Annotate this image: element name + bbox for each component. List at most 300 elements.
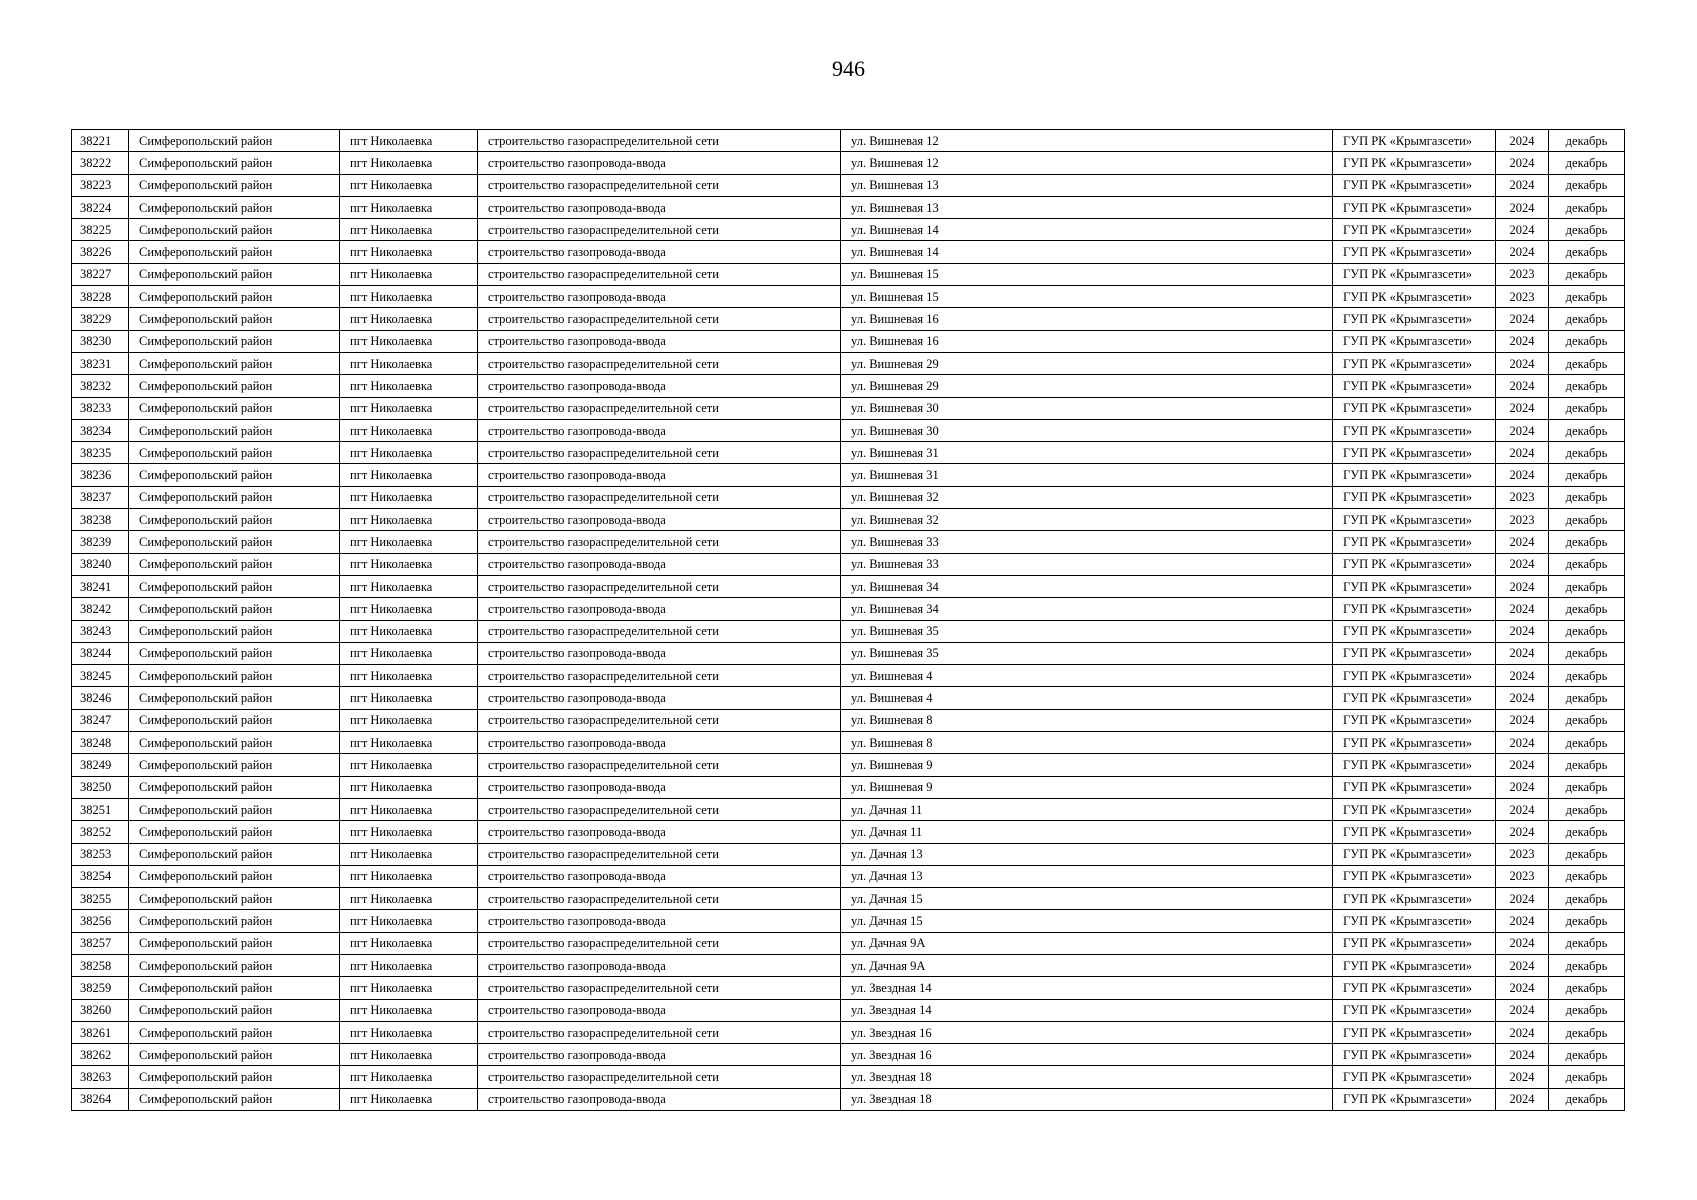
- cell-month: декабрь: [1549, 419, 1625, 441]
- cell-record-number: 38247: [72, 709, 129, 731]
- cell-month: декабрь: [1549, 553, 1625, 575]
- cell-locality: пгт Николаевка: [340, 776, 478, 798]
- cell-locality: пгт Николаевка: [340, 932, 478, 954]
- cell-record-number: 38231: [72, 352, 129, 374]
- cell-work-type: строительство газораспределительной сети: [478, 575, 841, 597]
- cell-record-number: 38234: [72, 419, 129, 441]
- cell-month: декабрь: [1549, 798, 1625, 820]
- cell-year: 2024: [1496, 196, 1549, 218]
- cell-address: ул. Вишневая 30: [841, 419, 1333, 441]
- cell-work-type: строительство газораспределительной сети: [478, 486, 841, 508]
- cell-record-number: 38240: [72, 553, 129, 575]
- cell-month: декабрь: [1549, 732, 1625, 754]
- cell-record-number: 38241: [72, 575, 129, 597]
- cell-month: декабрь: [1549, 286, 1625, 308]
- cell-year: 2023: [1496, 843, 1549, 865]
- cell-organization: ГУП РК «Крымгазсети»: [1333, 130, 1496, 152]
- table-row: [72, 888, 1625, 910]
- cell-organization: ГУП РК «Крымгазсети»: [1333, 620, 1496, 642]
- cell-year: 2024: [1496, 709, 1549, 731]
- cell-organization: ГУП РК «Крымгазсети»: [1333, 152, 1496, 174]
- table-row: [72, 732, 1625, 754]
- table-row: [72, 776, 1625, 798]
- cell-organization: ГУП РК «Крымгазсети»: [1333, 999, 1496, 1021]
- cell-year: 2024: [1496, 999, 1549, 1021]
- cell-record-number: 38229: [72, 308, 129, 330]
- cell-year: 2024: [1496, 1021, 1549, 1043]
- cell-work-type: строительство газопровода-ввода: [478, 999, 841, 1021]
- cell-work-type: строительство газопровода-ввода: [478, 286, 841, 308]
- cell-locality: пгт Николаевка: [340, 709, 478, 731]
- cell-year: 2024: [1496, 397, 1549, 419]
- cell-work-type: строительство газораспределительной сети: [478, 888, 841, 910]
- cell-locality: пгт Николаевка: [340, 1088, 478, 1110]
- cell-year: 2023: [1496, 509, 1549, 531]
- cell-organization: ГУП РК «Крымгазсети»: [1333, 776, 1496, 798]
- cell-address: ул. Вишневая 33: [841, 553, 1333, 575]
- cell-district: Симферопольский район: [129, 732, 340, 754]
- cell-address: ул. Вишневая 9: [841, 776, 1333, 798]
- cell-address: ул. Вишневая 31: [841, 442, 1333, 464]
- table-row: [72, 397, 1625, 419]
- cell-work-type: строительство газораспределительной сети: [478, 531, 841, 553]
- cell-locality: пгт Николаевка: [340, 263, 478, 285]
- cell-address: ул. Звездная 16: [841, 1021, 1333, 1043]
- cell-locality: пгт Николаевка: [340, 687, 478, 709]
- table-row: [72, 910, 1625, 932]
- table-row: [72, 509, 1625, 531]
- cell-month: декабрь: [1549, 932, 1625, 954]
- table-row: [72, 486, 1625, 508]
- cell-organization: ГУП РК «Крымгазсети»: [1333, 219, 1496, 241]
- cell-record-number: 38257: [72, 932, 129, 954]
- cell-record-number: 38250: [72, 776, 129, 798]
- cell-work-type: строительство газопровода-ввода: [478, 241, 841, 263]
- cell-address: ул. Вишневая 12: [841, 152, 1333, 174]
- registry-table: [71, 129, 1625, 1111]
- cell-year: 2024: [1496, 754, 1549, 776]
- cell-locality: пгт Николаевка: [340, 397, 478, 419]
- cell-month: декабрь: [1549, 865, 1625, 887]
- cell-work-type: строительство газораспределительной сети: [478, 1021, 841, 1043]
- cell-address: ул. Вишневая 34: [841, 575, 1333, 597]
- cell-month: декабрь: [1549, 442, 1625, 464]
- cell-locality: пгт Николаевка: [340, 286, 478, 308]
- cell-address: ул. Вишневая 8: [841, 709, 1333, 731]
- cell-record-number: 38245: [72, 665, 129, 687]
- cell-year: 2024: [1496, 888, 1549, 910]
- cell-work-type: строительство газопровода-ввода: [478, 865, 841, 887]
- cell-month: декабрь: [1549, 1088, 1625, 1110]
- cell-work-type: строительство газопровода-ввода: [478, 821, 841, 843]
- cell-year: 2024: [1496, 910, 1549, 932]
- cell-district: Симферопольский район: [129, 509, 340, 531]
- cell-month: декабрь: [1549, 910, 1625, 932]
- cell-record-number: 38253: [72, 843, 129, 865]
- cell-month: декабрь: [1549, 575, 1625, 597]
- cell-record-number: 38252: [72, 821, 129, 843]
- cell-address: ул. Вишневая 16: [841, 308, 1333, 330]
- cell-month: декабрь: [1549, 954, 1625, 976]
- cell-locality: пгт Николаевка: [340, 598, 478, 620]
- cell-locality: пгт Николаевка: [340, 910, 478, 932]
- cell-work-type: строительство газораспределительной сети: [478, 442, 841, 464]
- cell-locality: пгт Николаевка: [340, 219, 478, 241]
- cell-year: 2023: [1496, 865, 1549, 887]
- cell-organization: ГУП РК «Крымгазсети»: [1333, 330, 1496, 352]
- cell-organization: ГУП РК «Крымгазсети»: [1333, 464, 1496, 486]
- cell-year: 2024: [1496, 732, 1549, 754]
- cell-locality: пгт Николаевка: [340, 442, 478, 464]
- cell-year: 2024: [1496, 375, 1549, 397]
- cell-month: декабрь: [1549, 241, 1625, 263]
- cell-work-type: строительство газораспределительной сети: [478, 263, 841, 285]
- cell-record-number: 38227: [72, 263, 129, 285]
- cell-year: 2024: [1496, 598, 1549, 620]
- cell-work-type: строительство газопровода-ввода: [478, 910, 841, 932]
- cell-organization: ГУП РК «Крымгазсети»: [1333, 642, 1496, 664]
- cell-organization: ГУП РК «Крымгазсети»: [1333, 977, 1496, 999]
- cell-organization: ГУП РК «Крымгазсети»: [1333, 375, 1496, 397]
- cell-district: Симферопольский район: [129, 687, 340, 709]
- cell-organization: ГУП РК «Крымгазсети»: [1333, 1066, 1496, 1088]
- cell-work-type: строительство газораспределительной сети: [478, 754, 841, 776]
- cell-organization: ГУП РК «Крымгазсети»: [1333, 732, 1496, 754]
- cell-district: Симферопольский район: [129, 352, 340, 374]
- table-row: [72, 1066, 1625, 1088]
- cell-work-type: строительство газопровода-ввода: [478, 419, 841, 441]
- cell-month: декабрь: [1549, 486, 1625, 508]
- cell-organization: ГУП РК «Крымгазсети»: [1333, 1021, 1496, 1043]
- cell-organization: ГУП РК «Крымгазсети»: [1333, 553, 1496, 575]
- cell-address: ул. Вишневая 29: [841, 352, 1333, 374]
- cell-address: ул. Дачная 11: [841, 798, 1333, 820]
- cell-record-number: 38243: [72, 620, 129, 642]
- cell-work-type: строительство газопровода-ввода: [478, 152, 841, 174]
- cell-record-number: 38264: [72, 1088, 129, 1110]
- cell-record-number: 38223: [72, 174, 129, 196]
- cell-year: 2024: [1496, 174, 1549, 196]
- table-row: [72, 575, 1625, 597]
- cell-year: 2024: [1496, 241, 1549, 263]
- cell-record-number: 38233: [72, 397, 129, 419]
- cell-district: Симферопольский район: [129, 709, 340, 731]
- cell-work-type: строительство газопровода-ввода: [478, 732, 841, 754]
- cell-address: ул. Вишневая 9: [841, 754, 1333, 776]
- cell-work-type: строительство газопровода-ввода: [478, 553, 841, 575]
- cell-year: 2024: [1496, 932, 1549, 954]
- cell-district: Симферопольский район: [129, 865, 340, 887]
- cell-district: Симферопольский район: [129, 620, 340, 642]
- cell-address: ул. Вишневая 13: [841, 174, 1333, 196]
- cell-year: 2024: [1496, 1044, 1549, 1066]
- cell-address: ул. Вишневая 14: [841, 219, 1333, 241]
- cell-district: Симферопольский район: [129, 442, 340, 464]
- cell-month: декабрь: [1549, 308, 1625, 330]
- cell-month: декабрь: [1549, 620, 1625, 642]
- table-row: [72, 219, 1625, 241]
- cell-address: ул. Вишневая 35: [841, 620, 1333, 642]
- cell-locality: пгт Николаевка: [340, 865, 478, 887]
- cell-address: ул. Дачная 15: [841, 888, 1333, 910]
- cell-organization: ГУП РК «Крымгазсети»: [1333, 486, 1496, 508]
- cell-address: ул. Вишневая 35: [841, 642, 1333, 664]
- cell-organization: ГУП РК «Крымгазсети»: [1333, 575, 1496, 597]
- cell-year: 2024: [1496, 798, 1549, 820]
- cell-address: ул. Вишневая 29: [841, 375, 1333, 397]
- cell-locality: пгт Николаевка: [340, 196, 478, 218]
- table-row: [72, 531, 1625, 553]
- cell-month: декабрь: [1549, 531, 1625, 553]
- cell-locality: пгт Николаевка: [340, 419, 478, 441]
- cell-year: 2023: [1496, 286, 1549, 308]
- cell-locality: пгт Николаевка: [340, 798, 478, 820]
- cell-address: ул. Вишневая 32: [841, 486, 1333, 508]
- cell-year: 2024: [1496, 531, 1549, 553]
- cell-organization: ГУП РК «Крымгазсети»: [1333, 665, 1496, 687]
- cell-month: декабрь: [1549, 397, 1625, 419]
- cell-locality: пгт Николаевка: [340, 352, 478, 374]
- table-row: [72, 464, 1625, 486]
- cell-work-type: строительство газопровода-ввода: [478, 509, 841, 531]
- cell-organization: ГУП РК «Крымгазсети»: [1333, 263, 1496, 285]
- cell-work-type: строительство газораспределительной сети: [478, 977, 841, 999]
- cell-month: декабрь: [1549, 263, 1625, 285]
- cell-month: декабрь: [1549, 509, 1625, 531]
- cell-address: ул. Вишневая 16: [841, 330, 1333, 352]
- cell-district: Симферопольский район: [129, 1044, 340, 1066]
- table-row: [72, 932, 1625, 954]
- cell-organization: ГУП РК «Крымгазсети»: [1333, 286, 1496, 308]
- cell-year: 2024: [1496, 553, 1549, 575]
- cell-locality: пгт Николаевка: [340, 977, 478, 999]
- cell-record-number: 38254: [72, 865, 129, 887]
- cell-record-number: 38263: [72, 1066, 129, 1088]
- cell-organization: ГУП РК «Крымгазсети»: [1333, 509, 1496, 531]
- cell-district: Симферопольский район: [129, 598, 340, 620]
- cell-record-number: 38248: [72, 732, 129, 754]
- cell-district: Симферопольский район: [129, 196, 340, 218]
- cell-locality: пгт Николаевка: [340, 732, 478, 754]
- cell-address: ул. Вишневая 4: [841, 687, 1333, 709]
- cell-record-number: 38249: [72, 754, 129, 776]
- cell-month: декабрь: [1549, 174, 1625, 196]
- table-row: [72, 620, 1625, 642]
- cell-work-type: строительство газопровода-ввода: [478, 1044, 841, 1066]
- table-row: [72, 642, 1625, 664]
- cell-district: Симферопольский район: [129, 464, 340, 486]
- cell-record-number: 38228: [72, 286, 129, 308]
- cell-month: декабрь: [1549, 375, 1625, 397]
- cell-locality: пгт Николаевка: [340, 308, 478, 330]
- cell-year: 2023: [1496, 486, 1549, 508]
- cell-district: Симферопольский район: [129, 174, 340, 196]
- cell-work-type: строительство газораспределительной сети: [478, 308, 841, 330]
- cell-organization: ГУП РК «Крымгазсети»: [1333, 821, 1496, 843]
- cell-organization: ГУП РК «Крымгазсети»: [1333, 932, 1496, 954]
- cell-record-number: 38222: [72, 152, 129, 174]
- cell-district: Симферопольский район: [129, 798, 340, 820]
- table-row: [72, 598, 1625, 620]
- cell-month: декабрь: [1549, 843, 1625, 865]
- cell-organization: ГУП РК «Крымгазсети»: [1333, 910, 1496, 932]
- cell-year: 2024: [1496, 130, 1549, 152]
- cell-district: Симферопольский район: [129, 241, 340, 263]
- cell-month: декабрь: [1549, 219, 1625, 241]
- cell-district: Симферопольский район: [129, 843, 340, 865]
- page-number: 946: [832, 56, 865, 81]
- table-row: [72, 152, 1625, 174]
- table-row: [72, 553, 1625, 575]
- cell-year: 2024: [1496, 419, 1549, 441]
- cell-record-number: 38221: [72, 130, 129, 152]
- cell-month: декабрь: [1549, 776, 1625, 798]
- cell-work-type: строительство газопровода-ввода: [478, 954, 841, 976]
- cell-month: декабрь: [1549, 1044, 1625, 1066]
- cell-district: Симферопольский район: [129, 286, 340, 308]
- cell-record-number: 38225: [72, 219, 129, 241]
- cell-organization: ГУП РК «Крымгазсети»: [1333, 1044, 1496, 1066]
- cell-district: Симферопольский район: [129, 375, 340, 397]
- cell-address: ул. Вишневая 15: [841, 263, 1333, 285]
- cell-locality: пгт Николаевка: [340, 375, 478, 397]
- cell-work-type: строительство газораспределительной сети: [478, 1066, 841, 1088]
- cell-year: 2023: [1496, 263, 1549, 285]
- cell-work-type: строительство газораспределительной сети: [478, 174, 841, 196]
- cell-year: 2024: [1496, 352, 1549, 374]
- cell-work-type: строительство газораспределительной сети: [478, 932, 841, 954]
- cell-locality: пгт Николаевка: [340, 642, 478, 664]
- cell-work-type: строительство газопровода-ввода: [478, 375, 841, 397]
- cell-locality: пгт Николаевка: [340, 1021, 478, 1043]
- cell-district: Симферопольский район: [129, 219, 340, 241]
- cell-record-number: 38246: [72, 687, 129, 709]
- cell-locality: пгт Николаевка: [340, 620, 478, 642]
- cell-organization: ГУП РК «Крымгазсети»: [1333, 798, 1496, 820]
- table-row: [72, 263, 1625, 285]
- cell-district: Симферопольский район: [129, 152, 340, 174]
- cell-record-number: 38238: [72, 509, 129, 531]
- cell-locality: пгт Николаевка: [340, 1066, 478, 1088]
- cell-locality: пгт Николаевка: [340, 464, 478, 486]
- cell-year: 2024: [1496, 665, 1549, 687]
- cell-address: ул. Дачная 13: [841, 865, 1333, 887]
- cell-address: ул. Дачная 15: [841, 910, 1333, 932]
- cell-year: 2024: [1496, 821, 1549, 843]
- cell-record-number: 38258: [72, 954, 129, 976]
- cell-address: ул. Вишневая 13: [841, 196, 1333, 218]
- cell-organization: ГУП РК «Крымгазсети»: [1333, 1088, 1496, 1110]
- cell-work-type: строительство газораспределительной сети: [478, 352, 841, 374]
- cell-work-type: строительство газопровода-ввода: [478, 776, 841, 798]
- cell-record-number: 38256: [72, 910, 129, 932]
- cell-month: декабрь: [1549, 130, 1625, 152]
- cell-organization: ГУП РК «Крымгазсети»: [1333, 174, 1496, 196]
- cell-district: Симферопольский район: [129, 888, 340, 910]
- cell-work-type: строительство газораспределительной сети: [478, 130, 841, 152]
- cell-record-number: 38242: [72, 598, 129, 620]
- cell-organization: ГУП РК «Крымгазсети»: [1333, 308, 1496, 330]
- table-row: [72, 196, 1625, 218]
- cell-address: ул. Вишневая 8: [841, 732, 1333, 754]
- cell-work-type: строительство газораспределительной сети: [478, 709, 841, 731]
- cell-record-number: 38224: [72, 196, 129, 218]
- cell-record-number: 38260: [72, 999, 129, 1021]
- cell-organization: ГУП РК «Крымгазсети»: [1333, 865, 1496, 887]
- cell-work-type: строительство газораспределительной сети: [478, 397, 841, 419]
- cell-locality: пгт Николаевка: [340, 330, 478, 352]
- cell-district: Симферопольский район: [129, 977, 340, 999]
- cell-work-type: строительство газораспределительной сети: [478, 665, 841, 687]
- cell-month: декабрь: [1549, 464, 1625, 486]
- cell-year: 2024: [1496, 776, 1549, 798]
- cell-address: ул. Звездная 18: [841, 1088, 1333, 1110]
- table-row: [72, 419, 1625, 441]
- cell-record-number: 38232: [72, 375, 129, 397]
- cell-district: Симферопольский район: [129, 1021, 340, 1043]
- cell-address: ул. Вишневая 15: [841, 286, 1333, 308]
- table-row: [72, 130, 1625, 152]
- cell-locality: пгт Николаевка: [340, 152, 478, 174]
- cell-year: 2024: [1496, 308, 1549, 330]
- cell-year: 2024: [1496, 330, 1549, 352]
- cell-work-type: строительство газораспределительной сети: [478, 620, 841, 642]
- cell-year: 2024: [1496, 642, 1549, 664]
- cell-month: декабрь: [1549, 330, 1625, 352]
- cell-work-type: строительство газопровода-ввода: [478, 642, 841, 664]
- cell-month: декабрь: [1549, 888, 1625, 910]
- cell-year: 2024: [1496, 152, 1549, 174]
- cell-address: ул. Дачная 9А: [841, 932, 1333, 954]
- cell-month: декабрь: [1549, 598, 1625, 620]
- cell-organization: ГУП РК «Крымгазсети»: [1333, 352, 1496, 374]
- table-row: [72, 977, 1625, 999]
- cell-month: декабрь: [1549, 1066, 1625, 1088]
- table-row: [72, 865, 1625, 887]
- cell-organization: ГУП РК «Крымгазсети»: [1333, 196, 1496, 218]
- cell-district: Симферопольский район: [129, 821, 340, 843]
- cell-month: декабрь: [1549, 152, 1625, 174]
- table-row: [72, 665, 1625, 687]
- cell-district: Симферопольский район: [129, 553, 340, 575]
- cell-district: Симферопольский район: [129, 932, 340, 954]
- cell-locality: пгт Николаевка: [340, 843, 478, 865]
- cell-organization: ГУП РК «Крымгазсети»: [1333, 397, 1496, 419]
- cell-year: 2024: [1496, 620, 1549, 642]
- table-row: [72, 843, 1625, 865]
- cell-address: ул. Вишневая 34: [841, 598, 1333, 620]
- cell-record-number: 38239: [72, 531, 129, 553]
- cell-district: Симферопольский район: [129, 665, 340, 687]
- cell-year: 2024: [1496, 575, 1549, 597]
- cell-record-number: 38251: [72, 798, 129, 820]
- table-row: [72, 442, 1625, 464]
- table-row: [72, 241, 1625, 263]
- table-row: [72, 798, 1625, 820]
- cell-locality: пгт Николаевка: [340, 754, 478, 776]
- cell-record-number: 38261: [72, 1021, 129, 1043]
- cell-district: Симферопольский район: [129, 642, 340, 664]
- cell-year: 2024: [1496, 464, 1549, 486]
- cell-month: декабрь: [1549, 1021, 1625, 1043]
- cell-month: декабрь: [1549, 821, 1625, 843]
- cell-organization: ГУП РК «Крымгазсети»: [1333, 954, 1496, 976]
- cell-locality: пгт Николаевка: [340, 241, 478, 263]
- cell-address: ул. Вишневая 14: [841, 241, 1333, 263]
- cell-district: Симферопольский район: [129, 575, 340, 597]
- cell-year: 2024: [1496, 687, 1549, 709]
- cell-organization: ГУП РК «Крымгазсети»: [1333, 687, 1496, 709]
